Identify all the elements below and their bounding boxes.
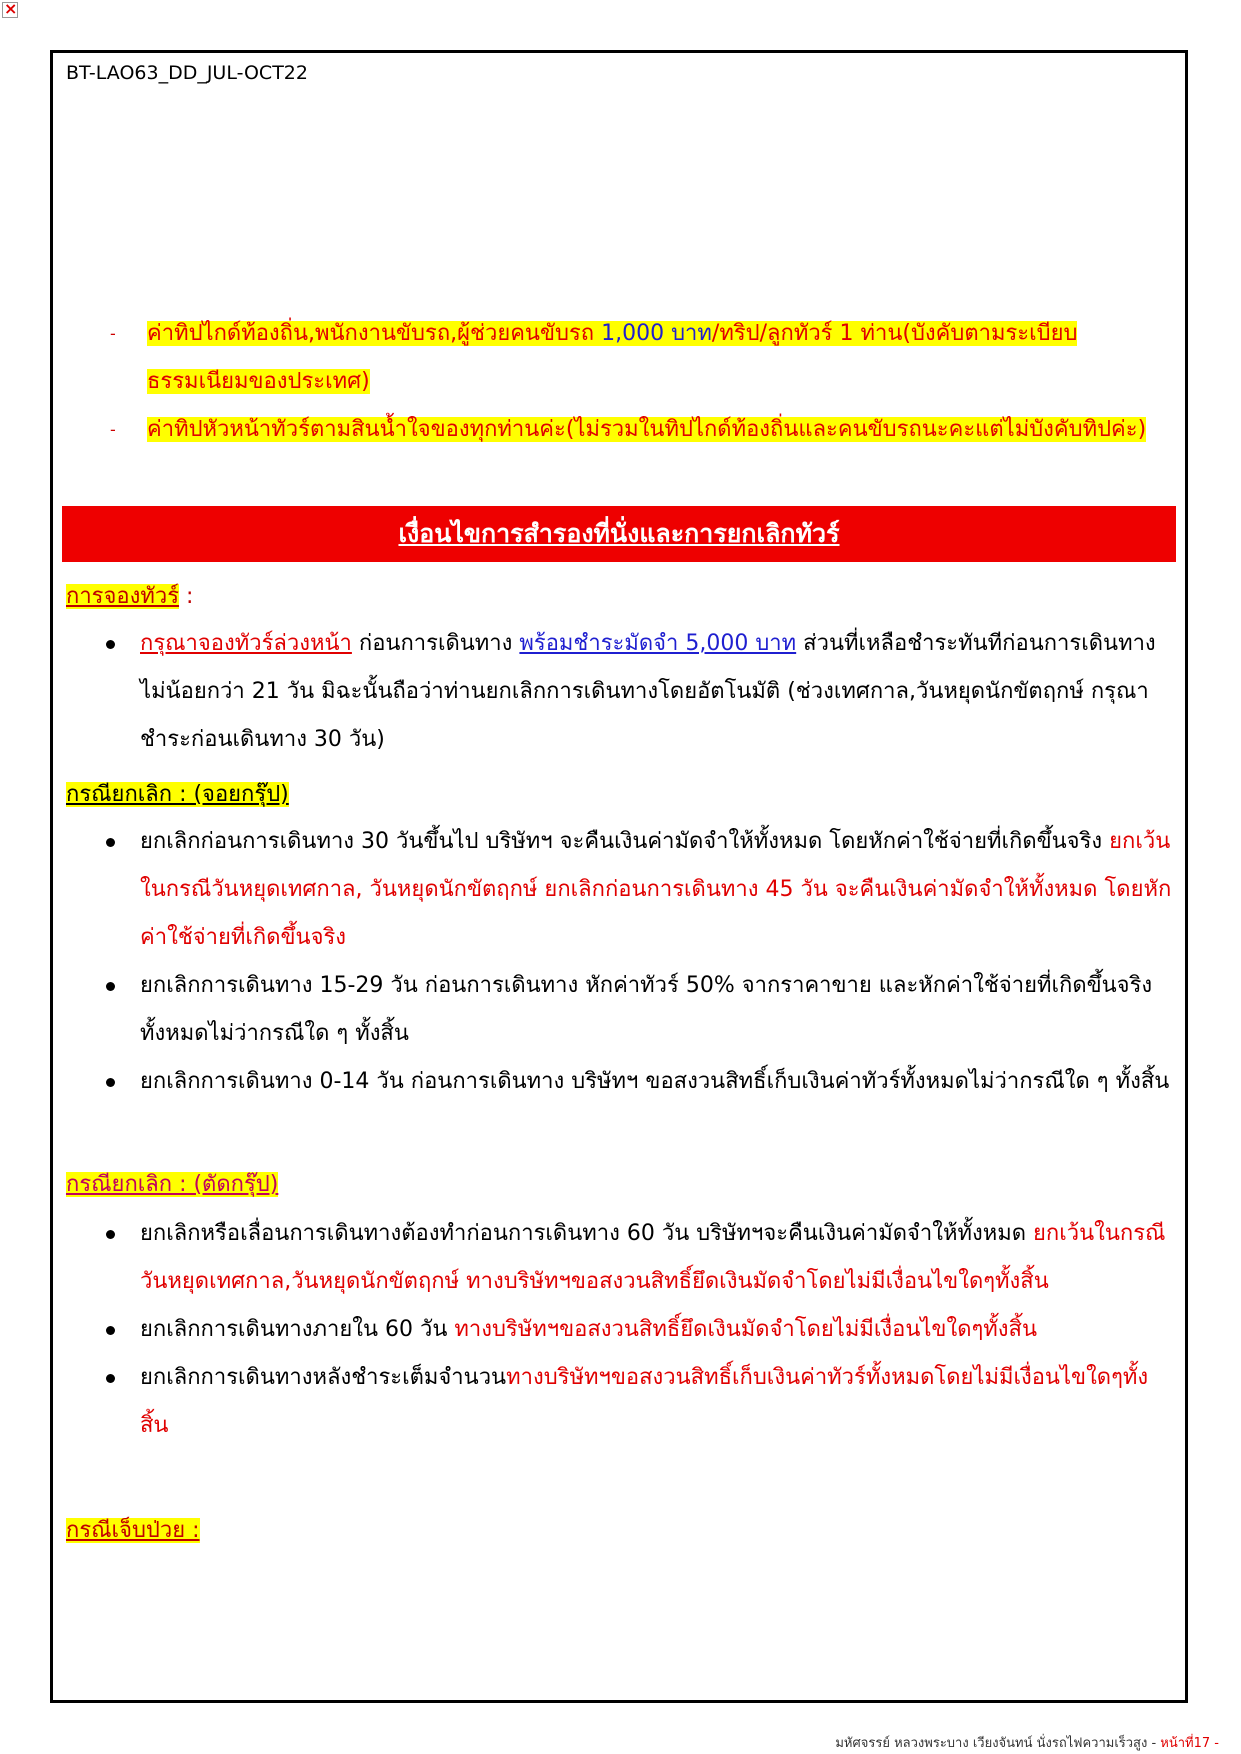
- document-code: BT-LAO63_DD_JUL-OCT22: [66, 62, 308, 84]
- booking-list: [100, 620, 1175, 764]
- tips-section: [105, 310, 1175, 454]
- tip-2-text: ค่าทิปหัวหน้าทัวร์ตามสินน้ำใจของทุกท่านค่ะ(ไม่รวมในทิปไกด์ท้องถิ่นและคนขับรถนะคะแต่ไม่บังคับทิปค่ะ): [147, 417, 1147, 442]
- booking-heading: การจองทัวร์ :: [66, 584, 194, 609]
- dash-bullet-icon: -: [110, 324, 116, 343]
- page-number: หน้าที่17 -: [1160, 1736, 1219, 1751]
- page-footer: มหัศจรรย์ หลวงพระบาง เวียงจันทน์ นั่งรถไฟความเร็วสูง - หน้าที่17 -: [835, 1736, 1219, 1751]
- tip-1-text-b: /ทริป/ลูกทัวร์ 1 ท่าน(บังคับตามระเบียบธรรมเนียมของประเทศ): [147, 321, 1078, 394]
- list-item: ยกเลิกการเดินทางหลังชำระเต็มจำนวนทางบริษัทฯขอสงวนสิทธิ์เก็บเงินค่าทัวร์ทั้งหมดโดยไม่มีเงื่อนไขใดๆทั้งสิ้น: [100, 1354, 1175, 1450]
- tip-local-guide: [105, 310, 1175, 406]
- broken-image-icon: [2, 2, 18, 18]
- tip-1-amount: 1,000 บาท: [601, 321, 712, 346]
- cancel-join-heading: กรณียกเลิก : (จอยกรุ๊ป): [66, 782, 289, 807]
- list-item: ยกเลิกก่อนการเดินทาง 30 วันขึ้นไป บริษัทฯ จะคืนเงินค่ามัดจำให้ทั้งหมด โดยหักค่าใช้จ่ายที่เกิดขึ้นจริง ยกเว้นในกรณีวันหยุดเทศกาล, วันหยุดนักขัตฤกษ์ ยกเลิกก่อนการเดินทาง 45 วัน จะคืนเงินค่ามัดจำให้ทั้งหมด โดยหักค่าใช้จ่ายที่เกิดขึ้นจริง: [100, 818, 1175, 962]
- sick-heading: กรณีเจ็บป่วย :: [66, 1518, 200, 1543]
- list-item: ยกเลิกการเดินทางภายใน 60 วัน ทางบริษัทฯขอสงวนสิทธิ์ยึดเงินมัดจำโดยไม่มีเงื่อนไขใดๆทั้งสิ้น: [100, 1306, 1175, 1354]
- cancel-join-list: [100, 818, 1175, 1106]
- dash-bullet-icon: -: [110, 420, 116, 439]
- tip-tour-leader: [105, 406, 1175, 454]
- cancel-private-list: [100, 1210, 1175, 1450]
- list-item: ยกเลิกการเดินทาง 0-14 วัน ก่อนการเดินทาง บริษัทฯ ขอสงวนสิทธิ์เก็บเงินค่าทัวร์ทั้งหมดไม่ว่ากรณีใด ๆ ทั้งสิ้น: [100, 1058, 1175, 1106]
- list-item: ยกเลิกหรือเลื่อนการเดินทางต้องทำก่อนการเดินทาง 60 วัน บริษัทฯจะคืนเงินค่ามัดจำให้ทั้งหมด ยกเว้นในกรณีวันหยุดเทศกาล,วันหยุดนักขัตฤกษ์ ทางบริษัทฯขอสงวนสิทธิ์ยึดเงินมัดจำโดยไม่มีเงื่อนไขใดๆทั้งสิ้น: [100, 1210, 1175, 1306]
- tip-1-text-a: ค่าทิปไกด์ท้องถิ่น,พนักงานขับรถ,ผู้ช่วยคนขับรถ: [147, 321, 602, 346]
- list-item: ยกเลิกการเดินทาง 15-29 วัน ก่อนการเดินทาง หักค่าทัวร์ 50% จากราคาขาย และหักค่าใช้จ่ายที่เกิดขึ้นจริงทั้งหมดไม่ว่ากรณีใด ๆ ทั้งสิ้น: [100, 962, 1175, 1058]
- cancel-private-heading: กรณียกเลิก : (ตัดกรุ๊ป): [66, 1172, 279, 1197]
- list-item: กรุณาจองทัวร์ล่วงหน้า ก่อนการเดินทาง พร้อมชำระมัดจำ 5,000 บาท ส่วนที่เหลือชำระทันทีก่อนการเดินทางไม่น้อยกว่า 21 วัน มิฉะนั้นถือว่าท่านยกเลิกการเดินทางโดยอัตโนมัติ (ช่วงเทศกาล,วันหยุดนักขัตฤกษ์ กรุณาชำระก่อนเดินทาง 30 วัน): [100, 620, 1175, 764]
- conditions-banner: เงื่อนไขการสำรองที่นั่งและการยกเลิกทัวร์: [62, 506, 1176, 562]
